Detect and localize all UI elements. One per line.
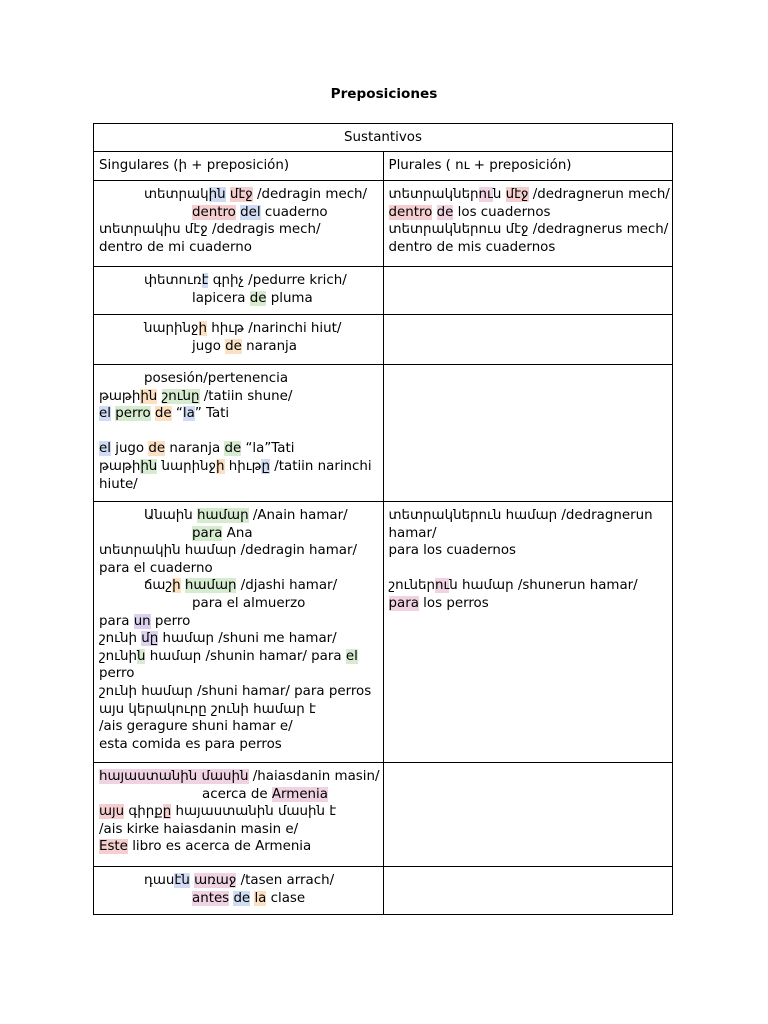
highlighted-text: de bbox=[233, 890, 251, 906]
cell-singular bbox=[94, 365, 384, 502]
cell-singular bbox=[94, 181, 384, 267]
cell-plural bbox=[383, 867, 673, 915]
text-segment: թաթի bbox=[99, 458, 141, 474]
text-line bbox=[99, 736, 378, 754]
highlighted-text: el bbox=[345, 648, 358, 664]
text-segment: հիւթ /narinchi hiut/ bbox=[207, 321, 342, 336]
cell-plural bbox=[383, 315, 673, 365]
text-segment: /Anain hamar/ bbox=[248, 508, 348, 523]
blank-line bbox=[99, 423, 378, 441]
highlighted-text: հայաստանին մասին bbox=[99, 769, 249, 784]
text-segment: տետրակ bbox=[144, 187, 209, 202]
text-segment: para el almuerzo bbox=[192, 595, 306, 611]
highlighted-text: ին bbox=[140, 458, 158, 474]
text-line bbox=[99, 405, 378, 423]
cell-plural bbox=[383, 181, 673, 267]
highlighted-text: մը bbox=[141, 631, 159, 647]
text-line bbox=[99, 648, 378, 666]
text-line bbox=[389, 577, 668, 595]
prepositions-table bbox=[93, 123, 673, 915]
text-segment: hiute/ bbox=[99, 476, 138, 492]
text-segment: Ana bbox=[222, 525, 253, 541]
highlighted-text: de bbox=[249, 290, 267, 306]
highlighted-text: perro bbox=[115, 406, 151, 422]
cell-plural bbox=[383, 365, 673, 502]
cell-singular bbox=[94, 867, 384, 915]
cell-plural bbox=[383, 763, 673, 867]
highlighted-text: համար bbox=[197, 508, 249, 523]
highlighted-text: el bbox=[99, 441, 111, 457]
text-segment: esta comida es para perros bbox=[99, 736, 282, 752]
text-line bbox=[99, 388, 378, 406]
highlighted-text: la bbox=[182, 406, 195, 422]
text-segment: նարինջ bbox=[144, 321, 199, 336]
highlighted-text: para bbox=[388, 595, 419, 611]
text-segment: “ bbox=[171, 406, 183, 422]
text-segment: los cuadernos bbox=[453, 204, 551, 220]
highlighted-text: de bbox=[148, 441, 166, 457]
text-segment: փետուռ bbox=[144, 273, 202, 288]
highlighted-text: del bbox=[240, 204, 261, 220]
text-line bbox=[389, 507, 668, 525]
text-segment: naranja bbox=[165, 441, 225, 457]
text-segment: գիրք bbox=[124, 804, 163, 820]
text-segment: հիւթ bbox=[224, 458, 262, 474]
text-line bbox=[99, 239, 378, 257]
highlighted-text: Este bbox=[99, 839, 128, 855]
text-segment: թաթի bbox=[99, 388, 141, 404]
page-title: Preposiciones bbox=[330, 86, 438, 102]
blank-line bbox=[389, 560, 668, 578]
column-header-plural: Plurales ( ու + preposición) bbox=[383, 152, 673, 181]
highlighted-text: մէջ bbox=[229, 187, 253, 202]
text-segment: ճաշ bbox=[144, 578, 173, 594]
highlighted-text: առաջ bbox=[194, 873, 237, 888]
text-segment: Անաին bbox=[144, 508, 198, 523]
highlighted-text: ու bbox=[434, 578, 450, 594]
text-segment: para bbox=[99, 613, 134, 629]
text-segment bbox=[157, 389, 161, 404]
text-line bbox=[389, 525, 668, 543]
highlighted-text: Armenia bbox=[271, 786, 328, 802]
text-segment: jugo bbox=[192, 338, 226, 354]
text-line bbox=[99, 665, 378, 683]
cell-singular bbox=[94, 763, 384, 867]
text-line bbox=[99, 476, 378, 494]
cell-singular bbox=[94, 267, 384, 315]
highlighted-text: շունը bbox=[161, 388, 200, 404]
highlighted-text: ը bbox=[162, 804, 172, 820]
text-line bbox=[99, 458, 378, 476]
text-line bbox=[99, 525, 378, 543]
highlighted-text: antes bbox=[192, 890, 230, 906]
text-line bbox=[99, 290, 378, 308]
highlighted-text: ու bbox=[478, 187, 493, 202]
text-segment: para el cuaderno bbox=[99, 560, 213, 576]
highlighted-text: մէջ bbox=[505, 187, 529, 202]
highlighted-text: ին bbox=[208, 187, 226, 202]
text-line bbox=[99, 507, 378, 525]
text-segment: hamar/ bbox=[388, 525, 437, 541]
highlighted-text: է bbox=[201, 273, 209, 288]
highlighted-text: այս bbox=[99, 804, 125, 820]
text-segment: perro bbox=[99, 666, 135, 682]
text-line bbox=[99, 630, 378, 648]
text-line bbox=[99, 204, 378, 222]
text-line bbox=[99, 595, 378, 613]
text-line bbox=[99, 338, 378, 356]
text-line bbox=[99, 320, 378, 338]
text-line bbox=[99, 272, 378, 290]
text-segment: /ais geragure shuni hamar e/ bbox=[99, 719, 293, 735]
text-segment: /haiasdanin masin/ bbox=[248, 769, 380, 784]
text-segment: հայաստանին մասին է bbox=[171, 804, 337, 820]
text-segment: cuaderno bbox=[260, 204, 328, 220]
text-segment: /tasen arrach/ bbox=[236, 873, 335, 888]
text-segment: համար /shunin hamar/ para bbox=[145, 648, 346, 664]
highlighted-text: de bbox=[154, 406, 172, 422]
highlighted-text: de bbox=[225, 338, 242, 354]
text-segment: /tatiin narinchi bbox=[269, 458, 372, 474]
highlighted-text: dentro bbox=[192, 204, 236, 220]
text-segment: շունի համար /shuni hamar/ para perros bbox=[99, 683, 372, 699]
text-line bbox=[99, 440, 378, 458]
text-segment: շունի bbox=[99, 631, 142, 647]
highlighted-text: ն bbox=[136, 648, 146, 664]
text-line bbox=[99, 718, 378, 736]
text-segment: naranja bbox=[241, 338, 297, 354]
text-segment: “la”Tati bbox=[241, 441, 295, 457]
cell-singular bbox=[94, 315, 384, 365]
text-line bbox=[389, 204, 668, 222]
text-segment: posesión/pertenencia bbox=[144, 371, 289, 386]
text-segment: տետրակներուն համար /dedragnerun bbox=[388, 508, 653, 523]
text-line bbox=[99, 560, 378, 578]
highlighted-text: el bbox=[99, 406, 111, 422]
cell-singular bbox=[94, 502, 384, 763]
text-segment: /dedragnerun mech/ bbox=[528, 187, 670, 202]
highlighted-text: dentro bbox=[388, 204, 433, 220]
text-line bbox=[99, 821, 378, 839]
text-segment: տետրակներուս մէջ /dedragnerus mech/ bbox=[388, 222, 669, 238]
text-segment: տետրակիս մէջ /dedragis mech/ bbox=[99, 222, 321, 238]
text-line bbox=[389, 221, 668, 239]
text-line bbox=[99, 370, 378, 388]
text-line bbox=[99, 890, 378, 908]
text-segment: տետրակին համար /dedragin hamar/ bbox=[99, 543, 357, 559]
text-segment: ն համար /shunerun hamar/ bbox=[449, 578, 638, 594]
text-segment: /djashi hamar/ bbox=[236, 578, 338, 594]
text-line bbox=[99, 542, 378, 560]
text-segment: perro bbox=[150, 613, 191, 629]
text-line bbox=[389, 542, 668, 560]
text-line bbox=[99, 221, 378, 239]
text-line bbox=[99, 701, 378, 719]
text-segment: jugo bbox=[110, 441, 149, 457]
text-line bbox=[389, 186, 668, 204]
text-segment: /dedragin mech/ bbox=[252, 187, 368, 202]
text-line bbox=[99, 577, 378, 595]
text-line bbox=[389, 239, 668, 257]
column-header-singular: Singulares (ի + preposición) bbox=[94, 152, 384, 181]
text-line bbox=[99, 683, 378, 701]
text-segment: acerca de bbox=[202, 786, 272, 802]
text-segment: dentro de mis cuadernos bbox=[388, 239, 556, 255]
text-segment: շունի bbox=[99, 648, 137, 664]
highlighted-text: էն bbox=[174, 873, 190, 888]
text-segment: /tatiin shune/ bbox=[199, 388, 293, 404]
text-segment: գրիչ /pedurre krich/ bbox=[208, 273, 347, 288]
text-segment: lapicera bbox=[192, 290, 250, 306]
text-line bbox=[99, 768, 378, 786]
highlighted-text: un bbox=[133, 613, 151, 629]
highlighted-text: de bbox=[436, 204, 454, 220]
highlighted-text: para bbox=[192, 525, 223, 541]
highlighted-text: ի bbox=[216, 458, 225, 474]
text-segment: նարինջ bbox=[157, 458, 217, 474]
text-line bbox=[99, 786, 378, 804]
highlighted-text: ը bbox=[261, 458, 270, 474]
text-segment: այս կերակուրը շունի համար է bbox=[99, 701, 316, 717]
highlighted-text: de bbox=[224, 441, 242, 457]
highlighted-text: la bbox=[254, 890, 267, 906]
highlighted-text: համար bbox=[184, 578, 237, 594]
text-segment: los perros bbox=[418, 595, 489, 611]
text-line bbox=[99, 838, 378, 856]
text-segment: clase bbox=[266, 890, 306, 906]
text-segment: տետրակներ bbox=[388, 187, 479, 202]
text-segment: pluma bbox=[266, 290, 313, 306]
cell-plural bbox=[383, 502, 673, 763]
text-line bbox=[99, 803, 378, 821]
text-segment: շուներ bbox=[388, 578, 435, 594]
text-segment: para los cuadernos bbox=[388, 543, 517, 559]
highlighted-text: ի bbox=[172, 578, 181, 594]
text-segment: համար /shuni me hamar/ bbox=[158, 631, 337, 647]
text-line bbox=[99, 613, 378, 631]
text-line bbox=[99, 872, 378, 890]
highlighted-text: ին bbox=[140, 388, 158, 404]
text-segment: dentro de mi cuaderno bbox=[99, 239, 252, 255]
text-segment: libro es acerca de Armenia bbox=[127, 839, 312, 855]
text-line bbox=[389, 595, 668, 613]
text-segment: ն bbox=[492, 187, 506, 202]
text-segment: դաս bbox=[144, 873, 175, 888]
cell-plural bbox=[383, 267, 673, 315]
text-segment: ” Tati bbox=[194, 406, 230, 422]
text-segment: /ais kirke haiasdanin masin e/ bbox=[99, 821, 299, 837]
table-banner: Sustantivos bbox=[94, 124, 673, 152]
text-line bbox=[99, 186, 378, 204]
highlighted-text: ի bbox=[198, 321, 207, 336]
